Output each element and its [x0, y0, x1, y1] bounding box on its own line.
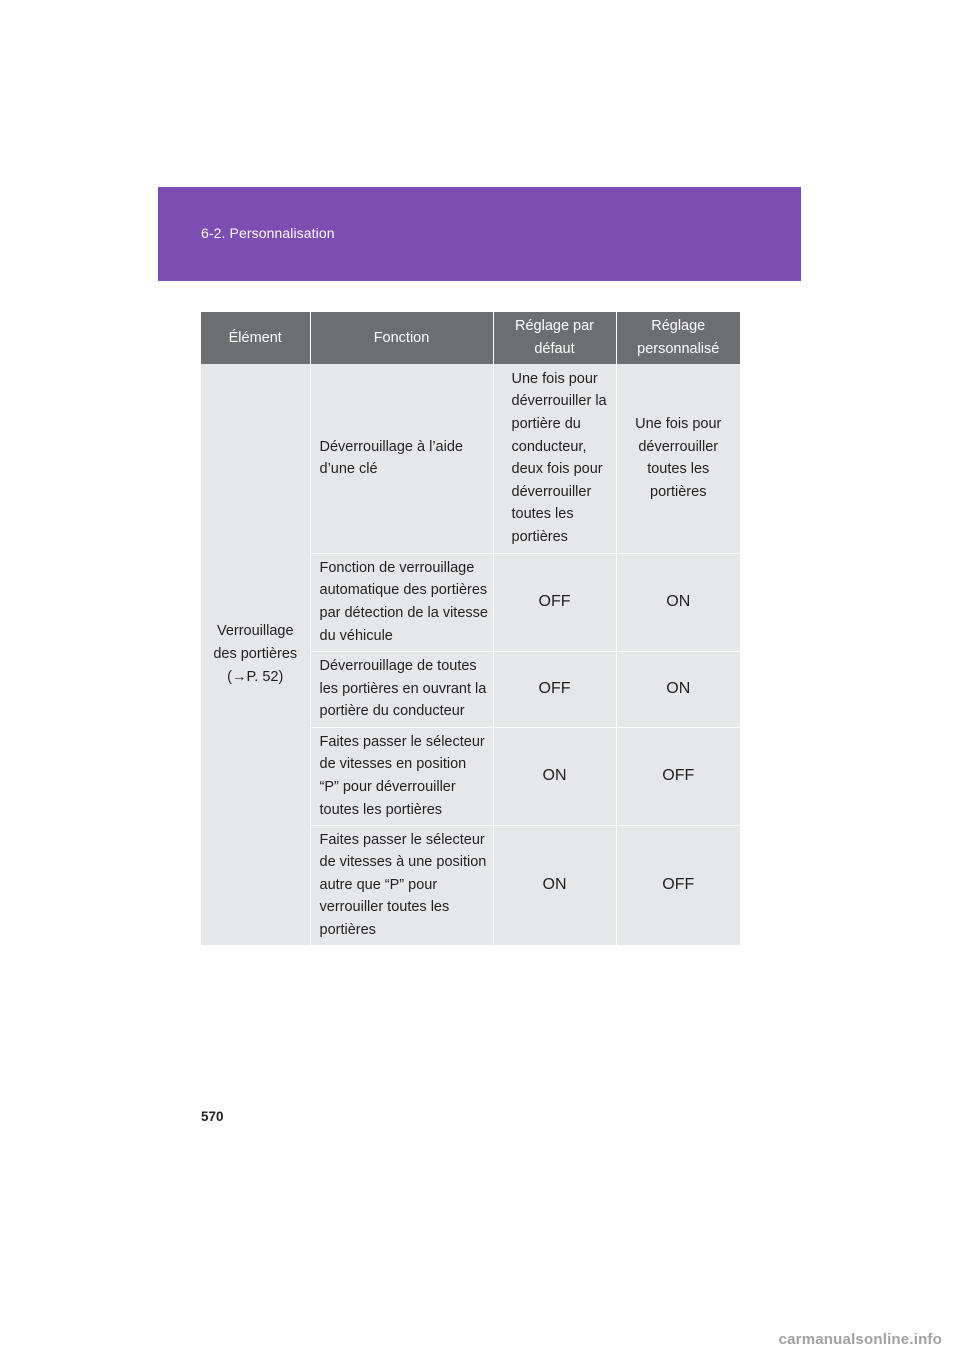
column-header-default [493, 312, 616, 364]
function-label: Faites passer le sélecteur de vitesses à une position autre que “P” pour verrouiller toutes les portières [319, 831, 487, 938]
custom-cell: OFF [616, 825, 740, 945]
custom-cell: OFF [616, 727, 740, 825]
item-cell [201, 364, 310, 945]
function-cell [310, 364, 493, 553]
item-label: Verrouillage des portières (→P. 52) [213, 623, 298, 685]
page-number: 570 [201, 1109, 224, 1124]
function-label: Faites passer le sélecteur de vitesses en position “P” pour déverrouiller toutes les portières [319, 733, 485, 818]
watermark: carmanualsonline.info [778, 1331, 942, 1348]
default-cell: OFF [493, 651, 616, 727]
column-header-custom-label: Réglage personnalisé [637, 318, 720, 357]
function-cell [310, 651, 493, 727]
default-cell: ON [493, 727, 616, 825]
column-header-item: Élément [201, 312, 310, 364]
function-label: Déverrouillage à l’aide d’une clé [319, 438, 463, 478]
function-cell [310, 825, 493, 945]
default-cell: ON [493, 825, 616, 945]
function-label: Fonction de verrouillage automatique des portières par détection de la vitesse du véhicule [319, 559, 488, 644]
section-title: 6-2. Personnalisation [201, 225, 335, 241]
custom-cell: ON [616, 651, 740, 727]
column-header-function: Fonction [310, 312, 493, 364]
table-row [201, 364, 740, 553]
custom-cell [616, 364, 740, 553]
table-header-row [201, 312, 740, 364]
header-band [158, 187, 801, 281]
column-header-default-label: Réglage par défaut [515, 318, 594, 357]
function-label: Déverrouillage de toutes les portières en ouvrant la portière du conducteur [319, 658, 487, 720]
column-header-custom [616, 312, 740, 364]
custom-cell: ON [616, 553, 740, 651]
custom-value: Une fois pour déverrouiller toutes les portières [635, 416, 722, 500]
default-cell: OFF [493, 553, 616, 651]
function-cell [310, 553, 493, 651]
default-value: Une fois pour déverrouiller la portière du conducteur, deux fois pour déverrouiller toutes les portières [511, 370, 607, 546]
settings-table [201, 312, 740, 946]
default-cell [493, 364, 616, 553]
function-cell [310, 727, 493, 825]
